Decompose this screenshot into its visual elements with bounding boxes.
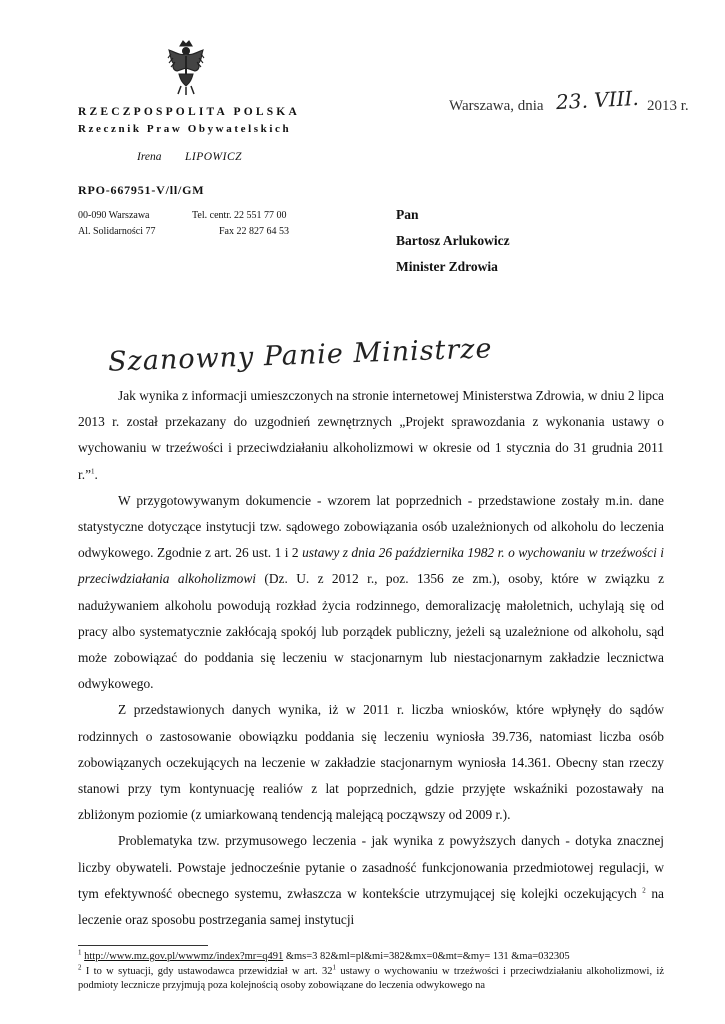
date-handwritten: 23. VIII. (555, 85, 640, 115)
date-prefix: Warszawa, dnia (449, 98, 544, 114)
footnote-1: $^1$ http://www.mz.gov.pl/wwwmz/index?mr=q491 &ms=3 82&ml=pl&mi=382&mx=0&mt=&my= 131 &ma=032305 (78, 948, 570, 962)
paragraph-2: W przygotowywanym dokumencie - wzorem lat poprzednich - przedstawione zostały m.in. dane statystyczne dotyczące instytucji tzw. sądowego zobowiązania osób uzależnionych od alkoholu do leczenia odwykowego. Zgodnie z art. 26 ust. 1 i 2 ustawy z dnia 26 października 1982 r. o wychowaniu w trzeźwości i przeciwdziałania alkoholizmowi (Dz. U. z 2012 r., poz. 1356 ze zm.), osoby, które w związku z nadużywaniem alkoholu powodują rozkład życia rodzinnego, demoralizację małoletnich, uchylają się od pracy albo systematycznie zakłócają spokój lub porządek publiczny, jeżeli są uzależnione od alkoholu, sąd może zobowiązać do poddania się leczeniu w stacjonarnym lub niestacjonarnym zakładzie lecznictwa odwykowego. (78, 492, 665, 692)
handwritten-greeting: Szanowny Panie Ministrze (107, 333, 493, 378)
recipient-name: Bartosz Arlukowicz (396, 233, 510, 248)
ombudsman-first-name: Irena (137, 151, 162, 163)
office-name: Rzecznik Praw Obywatelskich (78, 123, 292, 135)
footnote-1-link[interactable]: http://www.mz.gov.pl/wwwmz/index?mr=q491 (84, 951, 284, 962)
paragraph-4: Problematyka tzw. przymusowego leczenia - jak wynika z powyższych danych - dotyka znacznej liczby obywateli. Powstaje jednocześnie pytanie o zasadność funkcjonowania przedmiotowej regulacji, w tym efektywność obecnego systemu, zwłaszcza w kontekście utrzymującej się kolejki oczekujących $^2$ na leczenie oraz sposobu postrzegania samej instytucji (78, 833, 664, 928)
date-year: 2013 r. (647, 98, 689, 114)
ombudsman-last-name: LIPOWICZ (185, 151, 243, 163)
footnote-2: $^2$ I to w sytuacji, gdy ustawodawca przewidział w art. $32^1$ ustawy o wychowaniu w trzeźwości i przeciwdziałaniu alkoholizmowi, iż podmioty lecznicze przyjmują poza kolejnością osoby zobowiązane do leczenia odwykowego na (78, 963, 664, 991)
recipient-title: Minister Zdrowia (396, 259, 498, 274)
polish-eagle-emblem-icon (165, 38, 207, 98)
footnote-separator (78, 945, 208, 946)
institution-name: RZECZPOSPOLITA POLSKA (78, 106, 300, 118)
reference-number: RPO-667951-V/ll/GM (78, 183, 205, 197)
recipient-salutation: Pan (396, 207, 419, 222)
paragraph-3: Z przedstawionych danych wynika, iż w 2011 r. liczba wniosków, które wpłynęły do sądów rodzinnych o zastosowanie obowiązku poddania się leczeniu wyniosła 39.736, natomiast liczba osób zobowiązanych oczekujących na leczenie w zakładzie stacjonarnym wyniosła 14.361. Obecny stan rzeczy stanowi przy tym kontynuację realiów z lat poprzednich, gdzie przyjęte wskaźniki pozostawały na zbliżonym poziomie (z umiarkowaną tendencją malejącą począwszy od 2009 r.). (78, 702, 664, 823)
address-line-1: 00-090 Warszawa (78, 210, 150, 221)
letter-body (78, 383, 664, 933)
address-line-2: Al. Solidarności 77 (78, 226, 156, 237)
phone-number: Tel. centr. 22 551 77 00 (192, 210, 287, 221)
fax-number: Fax 22 827 64 53 (219, 226, 289, 237)
paragraph-1: Jak wynika z informacji umieszczonych na stronie internetowej Ministerstwa Zdrowia, w dniu 2 lipca 2013 r. został przekazany do uzgodnień zewnętrznych „Projekt sprawozdania z wykonania ustawy o wychowaniu w trzeźwości i przeciwdziałaniu alkoholizmowi w okresie od 1 stycznia do 31 grudnia 2011 r.”$^1$. (78, 388, 664, 482)
